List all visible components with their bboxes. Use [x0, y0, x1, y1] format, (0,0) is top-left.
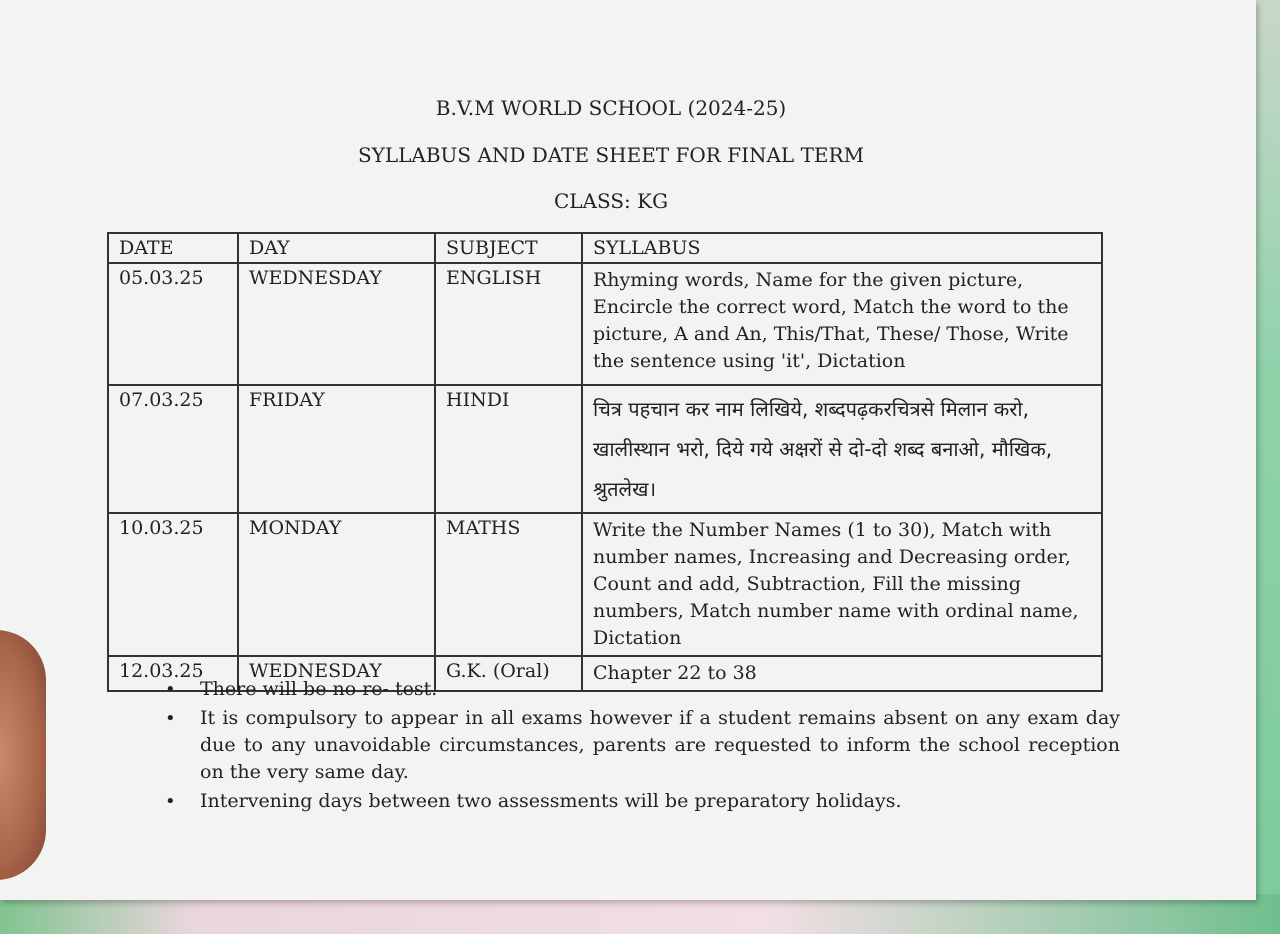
cell-date: 05.03.25 — [108, 263, 238, 385]
cell-syllabus: Write the Number Names (1 to 30), Match with number names, Increasing and Decreasing order, Count and add, Subtraction, Fill the missing numbers, Match number name with ordinal name, Dictation — [582, 513, 1102, 656]
cell-day: FRIDAY — [238, 385, 435, 513]
cell-day: WEDNESDAY — [238, 263, 435, 385]
cell-date: 10.03.25 — [108, 513, 238, 656]
date-sheet-table — [107, 232, 1103, 692]
cell-subject: HINDI — [435, 385, 582, 513]
document-title: SYLLABUS AND DATE SHEET FOR FINAL TERM — [357, 143, 865, 167]
school-name: B.V.M WORLD SCHOOL (2024-25) — [435, 96, 787, 120]
list-item: • There will be no re- test. — [165, 676, 1120, 703]
column-header-subject: SUBJECT — [435, 233, 582, 263]
cell-date: 07.03.25 — [108, 385, 238, 513]
cell-date: 12.03.25 — [108, 656, 238, 691]
notes-list — [165, 676, 1120, 817]
cell-day: WEDNESDAY — [238, 656, 435, 691]
list-item: • It is compulsory to appear in all exams however if a student remains absent on any exam day due to any unavoidable circumstances, parents are requested to inform the school reception on the very same day. — [165, 705, 1120, 786]
cell-subject: ENGLISH — [435, 263, 582, 385]
column-header-syllabus: SYLLABUS — [582, 233, 1102, 263]
cell-syllabus: Rhyming words, Name for the given picture, Encircle the correct word, Match the word to the picture, A and An, This/That, These/ Those, Write the sentence using 'it', Dictation — [582, 263, 1102, 385]
cell-syllabus: चित्र पहचान कर नाम लिखिये, शब्दपढ़करचित्रसे मिलान करो, खालीस्थान भरो, दिये गये अक्षरों से दो-दो शब्द बनाओ, मौखिक, श्रुतलेख। — [582, 385, 1102, 513]
list-item: • Intervening days between two assessments will be preparatory holidays. — [165, 788, 1120, 815]
table-row — [108, 385, 1102, 513]
cell-subject: MATHS — [435, 513, 582, 656]
column-header-day: DAY — [238, 233, 435, 263]
class-label: CLASS: KG — [553, 189, 669, 213]
column-header-date: DATE — [108, 233, 238, 263]
table-row — [108, 263, 1102, 385]
table-header-row — [108, 233, 1102, 263]
table-row — [108, 513, 1102, 656]
cell-day: MONDAY — [238, 513, 435, 656]
cell-subject: G.K. (Oral) — [435, 656, 582, 691]
finger-holding-paper — [0, 630, 46, 880]
cell-syllabus: Chapter 22 to 38 — [582, 656, 1102, 691]
desk-background-bottom — [0, 894, 1280, 934]
